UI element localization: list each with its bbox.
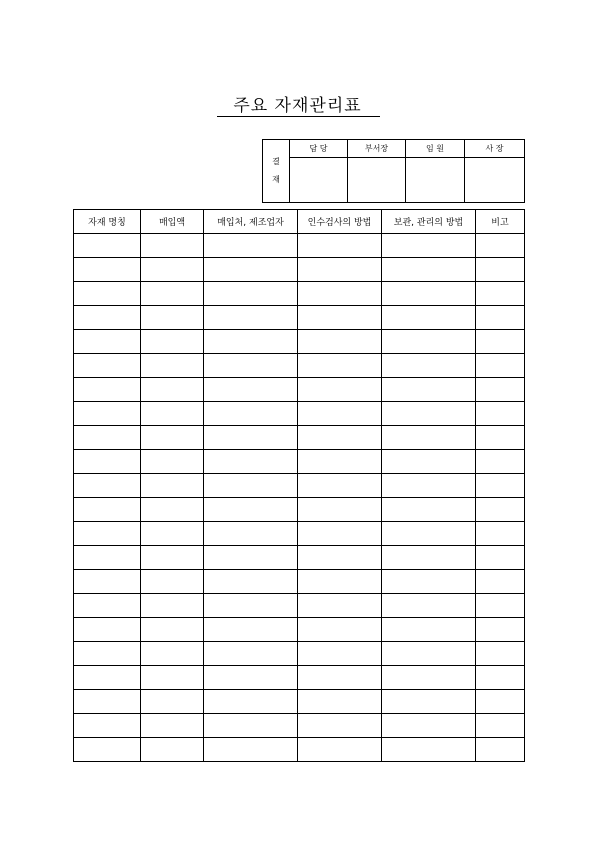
remarks-cell[interactable]: [476, 450, 525, 474]
purchase-amount-cell[interactable]: [141, 546, 204, 570]
storage-method-cell[interactable]: [382, 306, 476, 330]
remarks-cell[interactable]: [476, 642, 525, 666]
remarks-cell[interactable]: [476, 306, 525, 330]
inspection-method-cell[interactable]: [298, 450, 382, 474]
supplier-cell[interactable]: [204, 570, 298, 594]
storage-method-cell[interactable]: [382, 690, 476, 714]
remarks-cell[interactable]: [476, 666, 525, 690]
purchase-amount-cell[interactable]: [141, 666, 204, 690]
storage-method-cell[interactable]: [382, 378, 476, 402]
inspection-method-cell[interactable]: [298, 354, 382, 378]
material-name-cell[interactable]: [74, 690, 141, 714]
approval-header-dept-head: 부서장: [348, 140, 406, 158]
inspection-method-cell[interactable]: [298, 282, 382, 306]
table-row: [74, 402, 525, 426]
inspection-method-cell[interactable]: [298, 474, 382, 498]
supplier-cell[interactable]: [204, 642, 298, 666]
approval-side-label: [263, 140, 290, 203]
column-header-storage-method: 보관, 관리의 방법: [382, 210, 476, 234]
table-row: [74, 330, 525, 354]
supplier-cell[interactable]: [204, 378, 298, 402]
storage-method-cell[interactable]: [382, 570, 476, 594]
table-header-row: [74, 210, 525, 234]
table-row: [74, 690, 525, 714]
inspection-method-cell[interactable]: [298, 618, 382, 642]
supplier-cell[interactable]: [204, 306, 298, 330]
approval-header-president: 사 장: [465, 140, 525, 158]
table-row: [74, 498, 525, 522]
inspection-method-cell[interactable]: [298, 498, 382, 522]
inspection-method-cell[interactable]: [298, 570, 382, 594]
inspection-method-cell[interactable]: [298, 594, 382, 618]
table-row: [74, 522, 525, 546]
table-row: [74, 618, 525, 642]
column-header-supplier: 매입처, 제조업자: [204, 210, 298, 234]
purchase-amount-cell[interactable]: [141, 714, 204, 738]
column-header-material-name: 자재 명칭: [74, 210, 141, 234]
supplier-cell[interactable]: [204, 618, 298, 642]
supplier-cell[interactable]: [204, 234, 298, 258]
remarks-cell[interactable]: [476, 474, 525, 498]
inspection-method-cell[interactable]: [298, 234, 382, 258]
inspection-method-cell[interactable]: [298, 738, 382, 762]
purchase-amount-cell[interactable]: [141, 498, 204, 522]
material-name-cell[interactable]: [74, 330, 141, 354]
remarks-cell[interactable]: [476, 546, 525, 570]
inspection-method-cell[interactable]: [298, 330, 382, 354]
storage-method-cell[interactable]: [382, 594, 476, 618]
supplier-cell[interactable]: [204, 354, 298, 378]
column-header-inspection-method: 인수검사의 방법: [298, 210, 382, 234]
purchase-amount-cell[interactable]: [141, 738, 204, 762]
table-row: [74, 546, 525, 570]
inspection-method-cell[interactable]: [298, 426, 382, 450]
material-name-cell[interactable]: [74, 378, 141, 402]
approval-header-manager: 담 당: [290, 140, 348, 158]
supplier-cell[interactable]: [204, 258, 298, 282]
material-name-cell[interactable]: [74, 522, 141, 546]
table-row: [74, 354, 525, 378]
supplier-cell[interactable]: [204, 330, 298, 354]
material-name-cell[interactable]: [74, 426, 141, 450]
inspection-method-cell[interactable]: [298, 306, 382, 330]
storage-method-cell[interactable]: [382, 618, 476, 642]
material-name-cell[interactable]: [74, 282, 141, 306]
storage-method-cell[interactable]: [382, 714, 476, 738]
purchase-amount-cell[interactable]: [141, 642, 204, 666]
material-name-cell[interactable]: [74, 234, 141, 258]
remarks-cell[interactable]: [476, 498, 525, 522]
supplier-cell[interactable]: [204, 402, 298, 426]
purchase-amount-cell[interactable]: [141, 258, 204, 282]
storage-method-cell[interactable]: [382, 546, 476, 570]
purchase-amount-cell[interactable]: [141, 354, 204, 378]
material-name-cell[interactable]: [74, 642, 141, 666]
remarks-cell[interactable]: [476, 402, 525, 426]
storage-method-cell[interactable]: [382, 234, 476, 258]
remarks-cell[interactable]: [476, 330, 525, 354]
purchase-amount-cell[interactable]: [141, 570, 204, 594]
purchase-amount-cell[interactable]: [141, 522, 204, 546]
table-body: [74, 234, 525, 762]
purchase-amount-cell[interactable]: [141, 306, 204, 330]
material-name-cell[interactable]: [74, 594, 141, 618]
inspection-method-cell[interactable]: [298, 258, 382, 282]
material-name-cell[interactable]: [74, 498, 141, 522]
remarks-cell[interactable]: [476, 714, 525, 738]
table-row: [74, 378, 525, 402]
purchase-amount-cell[interactable]: [141, 618, 204, 642]
material-name-cell[interactable]: [74, 546, 141, 570]
purchase-amount-cell[interactable]: [141, 426, 204, 450]
remarks-cell[interactable]: [476, 234, 525, 258]
storage-method-cell[interactable]: [382, 282, 476, 306]
remarks-cell[interactable]: [476, 738, 525, 762]
inspection-method-cell[interactable]: [298, 666, 382, 690]
supplier-cell[interactable]: [204, 594, 298, 618]
approval-box: [262, 139, 525, 203]
supplier-cell[interactable]: [204, 714, 298, 738]
purchase-amount-cell[interactable]: [141, 282, 204, 306]
purchase-amount-cell[interactable]: [141, 690, 204, 714]
storage-method-cell[interactable]: [382, 642, 476, 666]
table-row: [74, 282, 525, 306]
material-name-cell[interactable]: [74, 306, 141, 330]
purchase-amount-cell[interactable]: [141, 474, 204, 498]
approval-side-char: 결: [272, 157, 280, 166]
inspection-method-cell[interactable]: [298, 378, 382, 402]
page-title: 주요 자재관리표: [233, 96, 362, 116]
purchase-amount-cell[interactable]: [141, 594, 204, 618]
remarks-cell[interactable]: [476, 690, 525, 714]
storage-method-cell[interactable]: [382, 402, 476, 426]
purchase-amount-cell[interactable]: [141, 234, 204, 258]
inspection-method-cell[interactable]: [298, 522, 382, 546]
material-name-cell[interactable]: [74, 354, 141, 378]
purchase-amount-cell[interactable]: [141, 330, 204, 354]
approval-sign-executive[interactable]: [406, 158, 465, 203]
storage-method-cell[interactable]: [382, 666, 476, 690]
supplier-cell[interactable]: [204, 690, 298, 714]
storage-method-cell[interactable]: [382, 450, 476, 474]
supplier-cell[interactable]: [204, 450, 298, 474]
table-row: [74, 570, 525, 594]
storage-method-cell[interactable]: [382, 522, 476, 546]
table-row: [74, 258, 525, 282]
materials-table: [73, 209, 525, 762]
material-name-cell[interactable]: [74, 738, 141, 762]
table-row: [74, 306, 525, 330]
remarks-cell[interactable]: [476, 618, 525, 642]
inspection-method-cell[interactable]: [298, 642, 382, 666]
remarks-cell[interactable]: [476, 378, 525, 402]
supplier-cell[interactable]: [204, 522, 298, 546]
table-row: [74, 738, 525, 762]
approval-side-char: 재: [272, 175, 280, 184]
remarks-cell[interactable]: [476, 282, 525, 306]
table-row: [74, 666, 525, 690]
supplier-cell[interactable]: [204, 738, 298, 762]
material-name-cell[interactable]: [74, 570, 141, 594]
supplier-cell[interactable]: [204, 426, 298, 450]
material-name-cell[interactable]: [74, 474, 141, 498]
material-name-cell[interactable]: [74, 402, 141, 426]
material-name-cell[interactable]: [74, 450, 141, 474]
column-header-purchase-amount: 매입액: [141, 210, 204, 234]
column-header-remarks: 비고: [476, 210, 525, 234]
storage-method-cell[interactable]: [382, 258, 476, 282]
supplier-cell[interactable]: [204, 282, 298, 306]
storage-method-cell[interactable]: [382, 426, 476, 450]
purchase-amount-cell[interactable]: [141, 378, 204, 402]
storage-method-cell[interactable]: [382, 330, 476, 354]
remarks-cell[interactable]: [476, 594, 525, 618]
remarks-cell[interactable]: [476, 258, 525, 282]
table-row: [74, 474, 525, 498]
remarks-cell[interactable]: [476, 570, 525, 594]
material-name-cell[interactable]: [74, 618, 141, 642]
inspection-method-cell[interactable]: [298, 546, 382, 570]
storage-method-cell[interactable]: [382, 354, 476, 378]
approval-sign-president[interactable]: [465, 158, 525, 203]
supplier-cell[interactable]: [204, 474, 298, 498]
purchase-amount-cell[interactable]: [141, 450, 204, 474]
table-row: [74, 426, 525, 450]
material-name-cell[interactable]: [74, 666, 141, 690]
supplier-cell[interactable]: [204, 498, 298, 522]
table-row: [74, 642, 525, 666]
storage-method-cell[interactable]: [382, 738, 476, 762]
material-name-cell[interactable]: [74, 714, 141, 738]
title-underline: [217, 116, 380, 117]
approval-sign-dept-head[interactable]: [348, 158, 406, 203]
supplier-cell[interactable]: [204, 666, 298, 690]
remarks-cell[interactable]: [476, 426, 525, 450]
remarks-cell[interactable]: [476, 522, 525, 546]
approval-sign-manager[interactable]: [290, 158, 348, 203]
storage-method-cell[interactable]: [382, 474, 476, 498]
purchase-amount-cell[interactable]: [141, 402, 204, 426]
remarks-cell[interactable]: [476, 354, 525, 378]
supplier-cell[interactable]: [204, 546, 298, 570]
table-row: [74, 234, 525, 258]
table-row: [74, 450, 525, 474]
approval-header-executive: 임 원: [406, 140, 465, 158]
table-row: [74, 714, 525, 738]
storage-method-cell[interactable]: [382, 498, 476, 522]
table-row: [74, 594, 525, 618]
inspection-method-cell[interactable]: [298, 690, 382, 714]
inspection-method-cell[interactable]: [298, 402, 382, 426]
inspection-method-cell[interactable]: [298, 714, 382, 738]
material-name-cell[interactable]: [74, 258, 141, 282]
